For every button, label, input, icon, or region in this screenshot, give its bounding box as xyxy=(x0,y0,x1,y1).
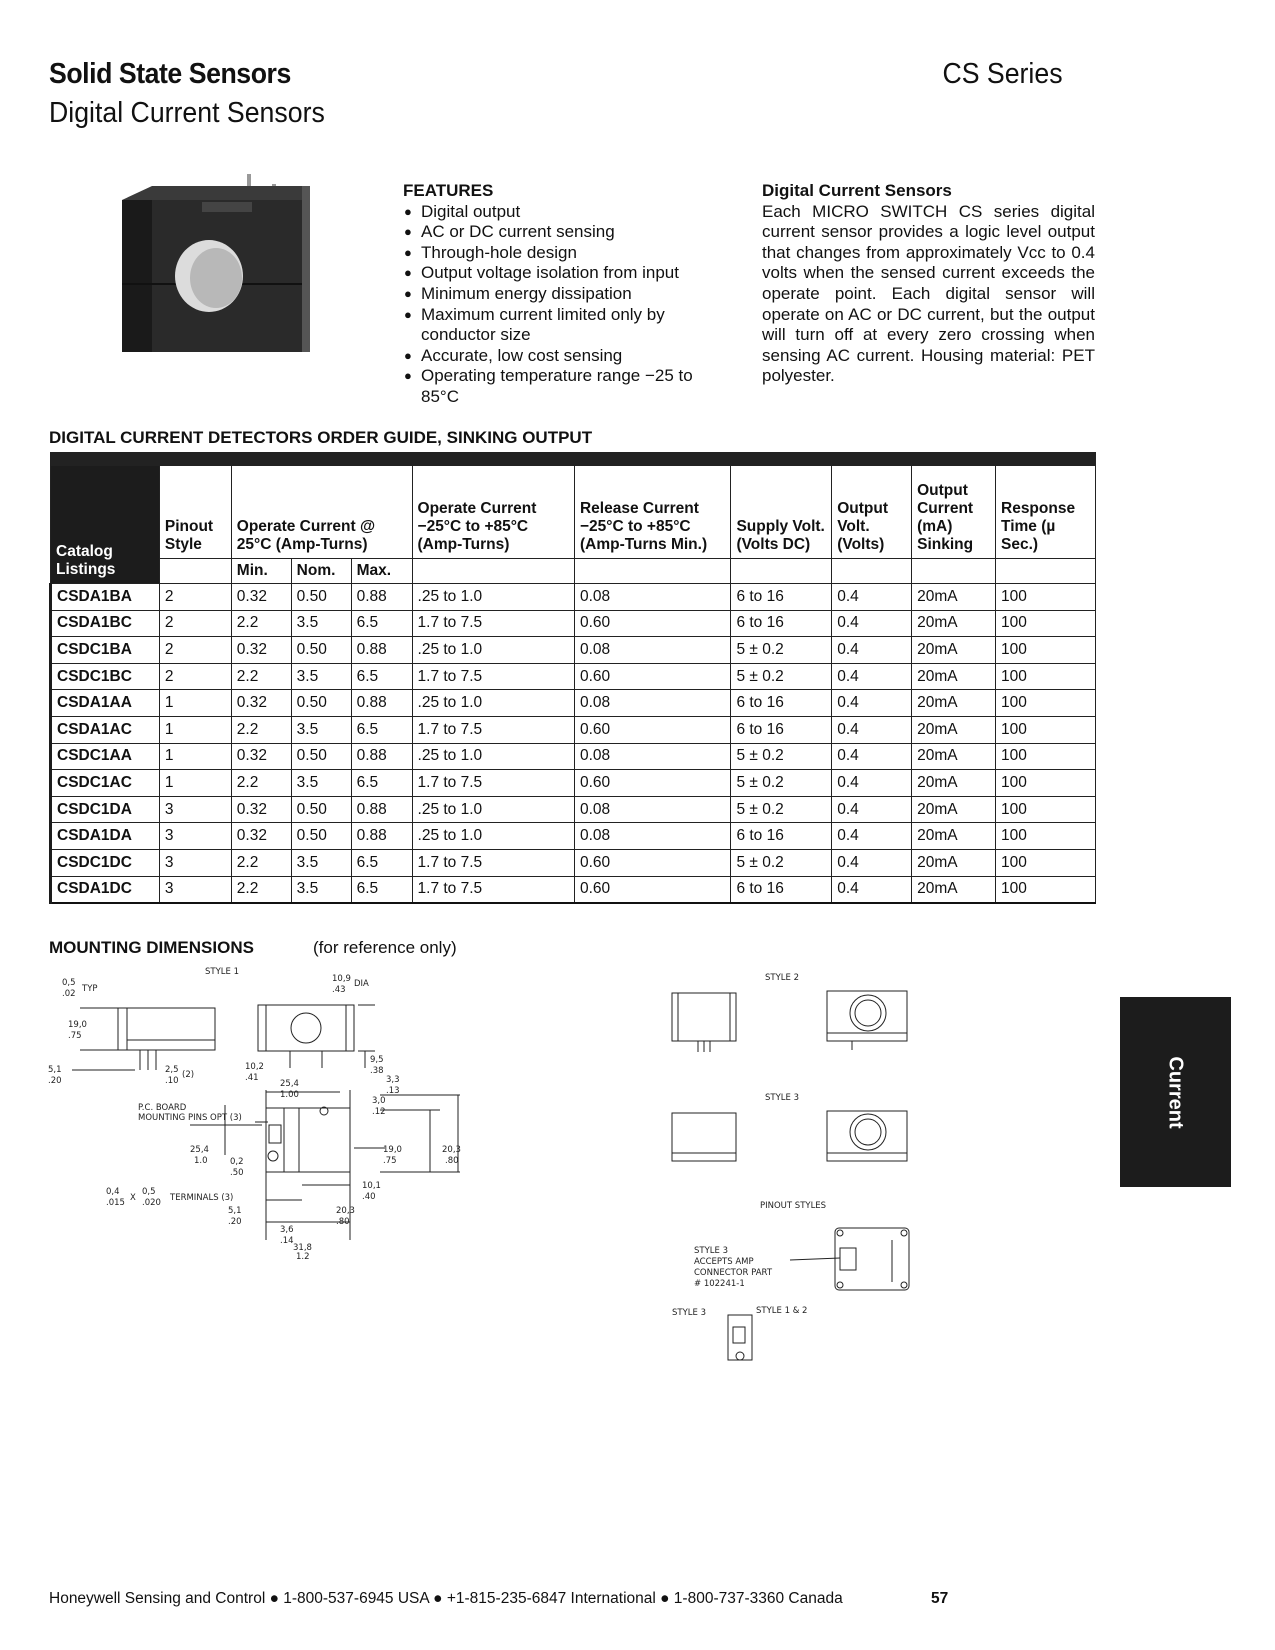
dim-label: .14 xyxy=(280,1236,294,1246)
mounting-note: (for reference only) xyxy=(313,938,457,957)
catalog-listing-cell: CSDA1DA xyxy=(51,823,160,850)
table-cell: 5 ± 0.2 xyxy=(731,743,832,770)
table-cell: 20mA xyxy=(912,796,996,823)
dim-label: .41 xyxy=(245,1073,259,1083)
dim-label: 5,1 xyxy=(228,1206,242,1216)
table-cell: 0.4 xyxy=(832,690,912,717)
catalog-listing-cell: CSDA1BA xyxy=(51,584,160,611)
table-cell: 3.5 xyxy=(291,716,351,743)
header-catalog: Catalog Listings xyxy=(51,459,160,584)
table-cell: 0.08 xyxy=(574,796,730,823)
subheader-empty xyxy=(412,559,574,584)
label-style3-note: ACCEPTS AMP xyxy=(694,1257,754,1267)
table-cell: 0.88 xyxy=(351,823,412,850)
dim-label: .75 xyxy=(68,1031,82,1041)
dim-label: .38 xyxy=(370,1066,384,1076)
table-cell: 0.60 xyxy=(574,610,730,637)
table-cell: 0.4 xyxy=(832,876,912,903)
table-cell: 0.4 xyxy=(832,849,912,876)
table-cell: 5 ± 0.2 xyxy=(731,770,832,797)
table-cell: 20mA xyxy=(912,663,996,690)
feature-item: ● AC or DC current sensing xyxy=(403,222,733,243)
table-cell: 3.5 xyxy=(291,663,351,690)
table-cell: 6 to 16 xyxy=(731,823,832,850)
table-cell: 0.32 xyxy=(231,584,291,611)
table-cell: 2 xyxy=(159,637,231,664)
catalog-listing-cell: CSDA1DC xyxy=(51,876,160,903)
table-cell: 0.32 xyxy=(231,743,291,770)
table-cell: .25 to 1.0 xyxy=(412,796,574,823)
feature-item: ● Output voltage isolation from input xyxy=(403,263,733,284)
table-cell: 100 xyxy=(996,584,1096,611)
dim-label: 19,0 xyxy=(383,1145,402,1155)
dim-label: .13 xyxy=(386,1086,400,1096)
table-row xyxy=(51,876,1096,903)
table-cell: 100 xyxy=(996,637,1096,664)
dim-label: .40 xyxy=(362,1192,376,1202)
table-cell: 0.4 xyxy=(832,663,912,690)
dim-label: 10,9 xyxy=(332,974,351,984)
subheader-empty xyxy=(912,559,996,584)
table-cell: 1.7 to 7.5 xyxy=(412,716,574,743)
table-cell: 0.4 xyxy=(832,610,912,637)
mounting-drawing-styles-2-3 xyxy=(660,960,930,1390)
table-cell: 100 xyxy=(996,716,1096,743)
table-cell: 3.5 xyxy=(291,849,351,876)
catalog-listing-cell: CSDC1BC xyxy=(51,663,160,690)
dim-label: (2) xyxy=(182,1070,195,1080)
dim-label: TERMINALS (3) xyxy=(170,1193,234,1203)
table-cell: 0.50 xyxy=(291,796,351,823)
table-cell: 2 xyxy=(159,663,231,690)
table-cell: 2.2 xyxy=(231,849,291,876)
table-cell: 5 ± 0.2 xyxy=(731,637,832,664)
table-cell: 0.08 xyxy=(574,743,730,770)
page-number: 57 xyxy=(931,1590,949,1607)
table-row xyxy=(51,584,1096,611)
label-style3: STYLE 3 xyxy=(765,1093,799,1103)
dim-label: 25,4 xyxy=(280,1079,299,1089)
header-operate-range: Operate Current −25°C to +85°C (Amp-Turns) xyxy=(412,459,574,559)
table-cell: 3.5 xyxy=(291,876,351,903)
order-guide-body xyxy=(51,584,1096,904)
dim-label: 2,5 xyxy=(165,1065,179,1075)
dim-label: .020 xyxy=(142,1198,161,1208)
table-cell: 2.2 xyxy=(231,876,291,903)
dim-label: .20 xyxy=(228,1217,242,1227)
table-cell: 6.5 xyxy=(351,663,412,690)
dim-label: MOUNTING PINS OPT (3) xyxy=(138,1113,242,1123)
table-cell: 0.4 xyxy=(832,823,912,850)
table-row xyxy=(51,637,1096,664)
table-cell: 6.5 xyxy=(351,610,412,637)
feature-item: ● Accurate, low cost sensing xyxy=(403,346,733,367)
table-cell: 0.60 xyxy=(574,770,730,797)
table-cell: 2.2 xyxy=(231,716,291,743)
table-cell: 20mA xyxy=(912,716,996,743)
table-cell: 0.60 xyxy=(574,663,730,690)
table-row xyxy=(51,663,1096,690)
table-cell: 0.50 xyxy=(291,584,351,611)
table-cell: 0.4 xyxy=(832,770,912,797)
dim-label: 10,2 xyxy=(245,1062,264,1072)
table-cell: 3.5 xyxy=(291,770,351,797)
feature-item: ● Maximum current limited only by conductor size xyxy=(403,305,733,346)
dim-label: 1.0 xyxy=(194,1156,208,1166)
table-cell: 0.32 xyxy=(231,823,291,850)
table-cell: 0.50 xyxy=(291,743,351,770)
table-cell: 6 to 16 xyxy=(731,610,832,637)
label-style12-small: STYLE 1 & 2 xyxy=(756,1306,808,1316)
table-cell: 1.7 to 7.5 xyxy=(412,610,574,637)
table-cell: 6 to 16 xyxy=(731,584,832,611)
table-cell: 1.7 to 7.5 xyxy=(412,770,574,797)
description-text: Each MICRO SWITCH CS series digital current sensor provides a logic level output that changes from approximately Vcc to 0.4 volts when the sensed current exceeds the operate point. Each digital sensor will operate on AC or DC current, but the output will turn off at every zero crossing when sensing AC current. Housing material: PET polyester. xyxy=(762,201,1095,386)
series-label: CS Series xyxy=(942,58,1063,90)
table-cell: 100 xyxy=(996,743,1096,770)
page-title: Solid State Sensors xyxy=(49,58,291,90)
dim-label: .75 xyxy=(383,1156,397,1166)
table-cell: 0.60 xyxy=(574,849,730,876)
catalog-listing-cell: CSDC1DC xyxy=(51,849,160,876)
subheader-empty xyxy=(832,559,912,584)
dim-label: 0,2 xyxy=(230,1157,244,1167)
label-style3-note: CONNECTOR PART xyxy=(694,1268,773,1278)
table-cell: 100 xyxy=(996,823,1096,850)
table-cell: 0.88 xyxy=(351,690,412,717)
feature-item: ● Through-hole design xyxy=(403,243,733,264)
dim-label: TYP xyxy=(82,984,98,994)
table-cell: 6.5 xyxy=(351,849,412,876)
dim-label: 31,8 xyxy=(293,1243,312,1253)
table-cell: 2.2 xyxy=(231,663,291,690)
order-guide-table xyxy=(49,452,1096,904)
subheader-nom: Nom. xyxy=(291,559,351,584)
dim-label: 3,0 xyxy=(372,1096,386,1106)
features-heading: FEATURES xyxy=(403,181,494,200)
header-release: Release Current −25°C to +85°C (Amp-Turns Min.) xyxy=(574,459,730,559)
dim-label: 1.00 xyxy=(280,1090,299,1100)
table-cell: 20mA xyxy=(912,770,996,797)
table-cell: 0.50 xyxy=(291,690,351,717)
catalog-listing-cell: CSDA1AC xyxy=(51,716,160,743)
description-heading: Digital Current Sensors xyxy=(762,181,952,200)
dim-label: P.C. BOARD xyxy=(138,1103,187,1113)
table-cell: 3 xyxy=(159,823,231,850)
dim-label: .43 xyxy=(332,985,346,995)
subheader-min: Min. xyxy=(231,559,291,584)
table-cell: .25 to 1.0 xyxy=(412,823,574,850)
mounting-drawing-style1 xyxy=(40,960,510,1260)
table-cell: 2.2 xyxy=(231,610,291,637)
table-row xyxy=(51,716,1096,743)
description-section xyxy=(762,181,1095,387)
table-cell: 0.50 xyxy=(291,637,351,664)
table-cell: 20mA xyxy=(912,690,996,717)
table-cell: 0.08 xyxy=(574,690,730,717)
dim-label: .80 xyxy=(445,1156,459,1166)
table-cell: 1 xyxy=(159,690,231,717)
header-pinout: Pinout Style xyxy=(159,459,231,559)
dim-label: .02 xyxy=(62,989,76,999)
dim-label: 25,4 xyxy=(190,1145,209,1155)
table-cell: 1 xyxy=(159,716,231,743)
table-row xyxy=(51,823,1096,850)
table-cell: 0.4 xyxy=(832,637,912,664)
table-cell: 6.5 xyxy=(351,770,412,797)
dim-label: 20,3 xyxy=(442,1145,461,1155)
table-cell: 20mA xyxy=(912,610,996,637)
feature-item: ● Operating temperature range −25 to 85°C xyxy=(403,366,733,407)
table-cell: 100 xyxy=(996,770,1096,797)
table-cell: 0.50 xyxy=(291,823,351,850)
table-cell: 20mA xyxy=(912,876,996,903)
label-pinout-styles: PINOUT STYLES xyxy=(760,1201,827,1211)
table-cell: 1.7 to 7.5 xyxy=(412,663,574,690)
dim-label: .50 xyxy=(230,1168,244,1178)
table-cell: 0.4 xyxy=(832,743,912,770)
table-cell: 2 xyxy=(159,610,231,637)
dim-label: .10 xyxy=(165,1076,179,1086)
table-cell: 0.60 xyxy=(574,876,730,903)
header-operate-25: Operate Current @ 25°C (Amp-Turns) xyxy=(231,459,412,559)
header-output-current: Output Current (mA) Sinking xyxy=(912,459,996,559)
mounting-title: MOUNTING DIMENSIONS xyxy=(49,938,254,957)
catalog-listing-cell: CSDC1AC xyxy=(51,770,160,797)
dim-label: 0,5 xyxy=(62,978,76,988)
table-cell: 1.7 to 7.5 xyxy=(412,849,574,876)
table-cell: 100 xyxy=(996,876,1096,903)
table-cell: 2.2 xyxy=(231,770,291,797)
table-row xyxy=(51,849,1096,876)
header-response: Response Time (µ Sec.) xyxy=(996,459,1096,559)
dim-label: 20,3 xyxy=(336,1206,355,1216)
header-supply: Supply Volt. (Volts DC) xyxy=(731,459,832,559)
table-cell: 3 xyxy=(159,796,231,823)
subheader-empty xyxy=(574,559,730,584)
table-cell: 100 xyxy=(996,610,1096,637)
table-cell: 0.08 xyxy=(574,637,730,664)
table-cell: 0.32 xyxy=(231,690,291,717)
table-cell: 1.7 to 7.5 xyxy=(412,876,574,903)
side-tab-label: Current xyxy=(1164,1055,1187,1129)
dim-label: .80 xyxy=(336,1217,350,1227)
table-cell: 0.4 xyxy=(832,796,912,823)
table-cell: 20mA xyxy=(912,743,996,770)
table-cell: 20mA xyxy=(912,823,996,850)
dim-label: 10,1 xyxy=(362,1181,381,1191)
label-style3-note: STYLE 3 xyxy=(694,1246,728,1256)
table-cell: 0.88 xyxy=(351,637,412,664)
features-list xyxy=(403,202,733,408)
feature-item: ● Minimum energy dissipation xyxy=(403,284,733,305)
table-cell: 1 xyxy=(159,743,231,770)
feature-item: ● Digital output xyxy=(403,202,733,223)
table-cell: .25 to 1.0 xyxy=(412,743,574,770)
table-cell: 100 xyxy=(996,849,1096,876)
table-cell: 0.4 xyxy=(832,584,912,611)
table-cell: 100 xyxy=(996,690,1096,717)
table-cell: 6.5 xyxy=(351,716,412,743)
table-row xyxy=(51,743,1096,770)
table-row xyxy=(51,610,1096,637)
table-cell: 0.88 xyxy=(351,743,412,770)
table-cell: 2 xyxy=(159,584,231,611)
table-cell: 3 xyxy=(159,876,231,903)
dim-label: .12 xyxy=(372,1107,386,1117)
table-cell: .25 to 1.0 xyxy=(412,690,574,717)
table-cell: 0.32 xyxy=(231,637,291,664)
table-cell: 6.5 xyxy=(351,876,412,903)
table-cell: 0.60 xyxy=(574,716,730,743)
table-cell: 1 xyxy=(159,770,231,797)
table-cell: 5 ± 0.2 xyxy=(731,796,832,823)
footer-contact: Honeywell Sensing and Control ● 1-800-537-6945 USA ● +1-815-235-6847 International ● 1-800-737-3360 Canada xyxy=(49,1590,843,1607)
dim-label: DIA xyxy=(354,979,369,989)
table-cell: .25 to 1.0 xyxy=(412,637,574,664)
features-section xyxy=(403,181,733,408)
subheader-empty xyxy=(159,559,231,584)
dim-label: 19,0 xyxy=(68,1020,87,1030)
table-cell: 0.88 xyxy=(351,584,412,611)
table-cell: 3 xyxy=(159,849,231,876)
section-side-tab xyxy=(1120,997,1231,1187)
table-cell: 20mA xyxy=(912,584,996,611)
product-photo xyxy=(112,172,312,352)
dim-label: X xyxy=(130,1193,136,1203)
catalog-listing-cell: CSDC1AA xyxy=(51,743,160,770)
label-style2: STYLE 2 xyxy=(765,973,799,983)
dim-label: 0,4 xyxy=(106,1187,120,1197)
dim-label: 3,3 xyxy=(386,1075,400,1085)
table-row xyxy=(51,690,1096,717)
subheader-empty xyxy=(996,559,1096,584)
subheader-empty xyxy=(731,559,832,584)
subheader-max: Max. xyxy=(351,559,412,584)
table-cell: 3.5 xyxy=(291,610,351,637)
page-subtitle: Digital Current Sensors xyxy=(49,97,325,129)
table-cell: 6 to 16 xyxy=(731,690,832,717)
table-row xyxy=(51,796,1096,823)
table-cell: 0.08 xyxy=(574,823,730,850)
catalog-listing-cell: CSDC1BA xyxy=(51,637,160,664)
dim-label: 5,1 xyxy=(48,1065,62,1075)
table-cell: 6 to 16 xyxy=(731,876,832,903)
table-cell: 6 to 16 xyxy=(731,716,832,743)
label-style1: STYLE 1 xyxy=(205,967,239,977)
catalog-listing-cell: CSDC1DA xyxy=(51,796,160,823)
dim-label: .015 xyxy=(106,1198,125,1208)
table-cell: 100 xyxy=(996,663,1096,690)
table-cell: 0.32 xyxy=(231,796,291,823)
table-row xyxy=(51,770,1096,797)
table-cell: 0.88 xyxy=(351,796,412,823)
label-style3-note: # 102241-1 xyxy=(694,1279,745,1289)
dim-label: 1.2 xyxy=(296,1252,310,1260)
catalog-listing-cell: CSDA1AA xyxy=(51,690,160,717)
table-cell: .25 to 1.0 xyxy=(412,584,574,611)
dim-label: .20 xyxy=(48,1076,62,1086)
table-cell: 0.08 xyxy=(574,584,730,611)
order-guide-title: DIGITAL CURRENT DETECTORS ORDER GUIDE, SINKING OUTPUT xyxy=(49,428,593,447)
table-cell: 5 ± 0.2 xyxy=(731,663,832,690)
table-cell: 100 xyxy=(996,796,1096,823)
dim-label: 3,6 xyxy=(280,1225,294,1235)
table-cell: 0.4 xyxy=(832,716,912,743)
table-cell: 20mA xyxy=(912,637,996,664)
dim-label: 9,5 xyxy=(370,1055,384,1065)
label-style3-small: STYLE 3 xyxy=(672,1308,706,1318)
header-output-volt: Output Volt. (Volts) xyxy=(832,459,912,559)
dim-label: 0,5 xyxy=(142,1187,156,1197)
catalog-listing-cell: CSDA1BC xyxy=(51,610,160,637)
table-cell: 5 ± 0.2 xyxy=(731,849,832,876)
table-cell: 20mA xyxy=(912,849,996,876)
